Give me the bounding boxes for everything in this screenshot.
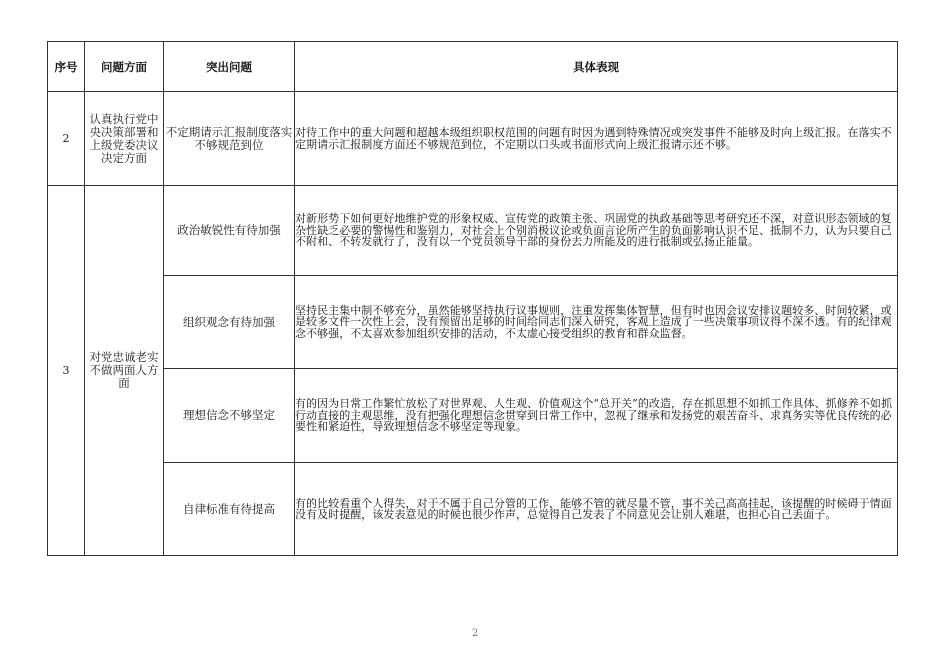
aspect-cell: 对党忠诚老实不做两面人方面: [85, 186, 164, 556]
issue-cell: 自律标准有待提高: [164, 463, 295, 556]
header-seq: 序号: [48, 42, 85, 92]
header-detail: 具体表现: [295, 42, 898, 92]
table-row: [48, 92, 898, 186]
detail-cell: 有的比较看重个人得失，对于不属于自己分管的工作，能够不管的就尽量不管，事不关己高高挂起，该提醒的时候碍于情面没有及时提醒，该发表意见的时候也很少作声，总觉得自己发表了不同意见会让别人难堪，也担心自己丢面子。: [295, 463, 898, 556]
header-issue: 突出问题: [164, 42, 295, 92]
aspect-cell: 认真执行党中央决策部署和上级党委决议决定方面: [85, 92, 164, 186]
header-aspect: 问题方面: [85, 42, 164, 92]
table-header-row: [48, 42, 898, 92]
detail-cell: 对新形势下如何更好地维护党的形象权威、宣传党的政策主张、巩固党的执政基础等思考研究还不深，对意识形态领域的复杂性缺乏必要的警惕性和鉴别力，对社会上个别消极议论或负面言论所产生的负面影响认识不足、抵制不力，认为只要自己不附和、不转发就行了，没有以一个党员领导干部的身份去力所能及的进行抵制或弘扬正能量。: [295, 186, 898, 276]
issue-cell: 政治敏锐性有待加强: [164, 186, 295, 276]
detail-cell: 坚持民主集中制不够充分，虽然能够坚持执行议事规则，注重发挥集体智慧，但有时也因会议安排议题较多、时间较紧，或是较多文件一次性上会，没有预留出足够的时间给同志们深入研究，客观上造成了一些决策事项议得不深不透。有的纪律观念不够强，不太喜欢参加组织安排的活动，不太虚心接受组织的教育和群众监督。: [295, 276, 898, 369]
issue-cell: 理想信念不够坚定: [164, 369, 295, 463]
detail-cell: 有的因为日常工作繁忙放松了对世界观、人生观、价值观这个“总开关”的改造，存在抓思想不如抓工作具体、抓修养不如抓行动直接的主观思维，没有把强化理想信念贯穿到日常工作中，忽视了继承和发扬党的艰苦奋斗、求真务实等优良传统的必要性和紧迫性，导致理想信念不够坚定等现象。: [295, 369, 898, 463]
page-number: 2: [471, 628, 479, 639]
table-row: [48, 276, 898, 369]
detail-cell: 对待工作中的重大问题和超越本级组织职权范围的问题有时因为遇到特殊情况或突发事件不能够及时向上级汇报。在落实不定期请示汇报制度方面还不够规范到位，不定期以口头或书面形式向上级汇报请示还不够。: [295, 92, 898, 186]
table-row: [48, 186, 898, 276]
table-row: [48, 463, 898, 556]
issue-cell: 不定期请示汇报制度落实不够规范到位: [164, 92, 295, 186]
seq-cell: 2: [48, 92, 85, 186]
seq-cell: 3: [48, 186, 85, 556]
issue-cell: 组织观念有待加强: [164, 276, 295, 369]
issues-table: [47, 41, 898, 556]
table-row: [48, 369, 898, 463]
